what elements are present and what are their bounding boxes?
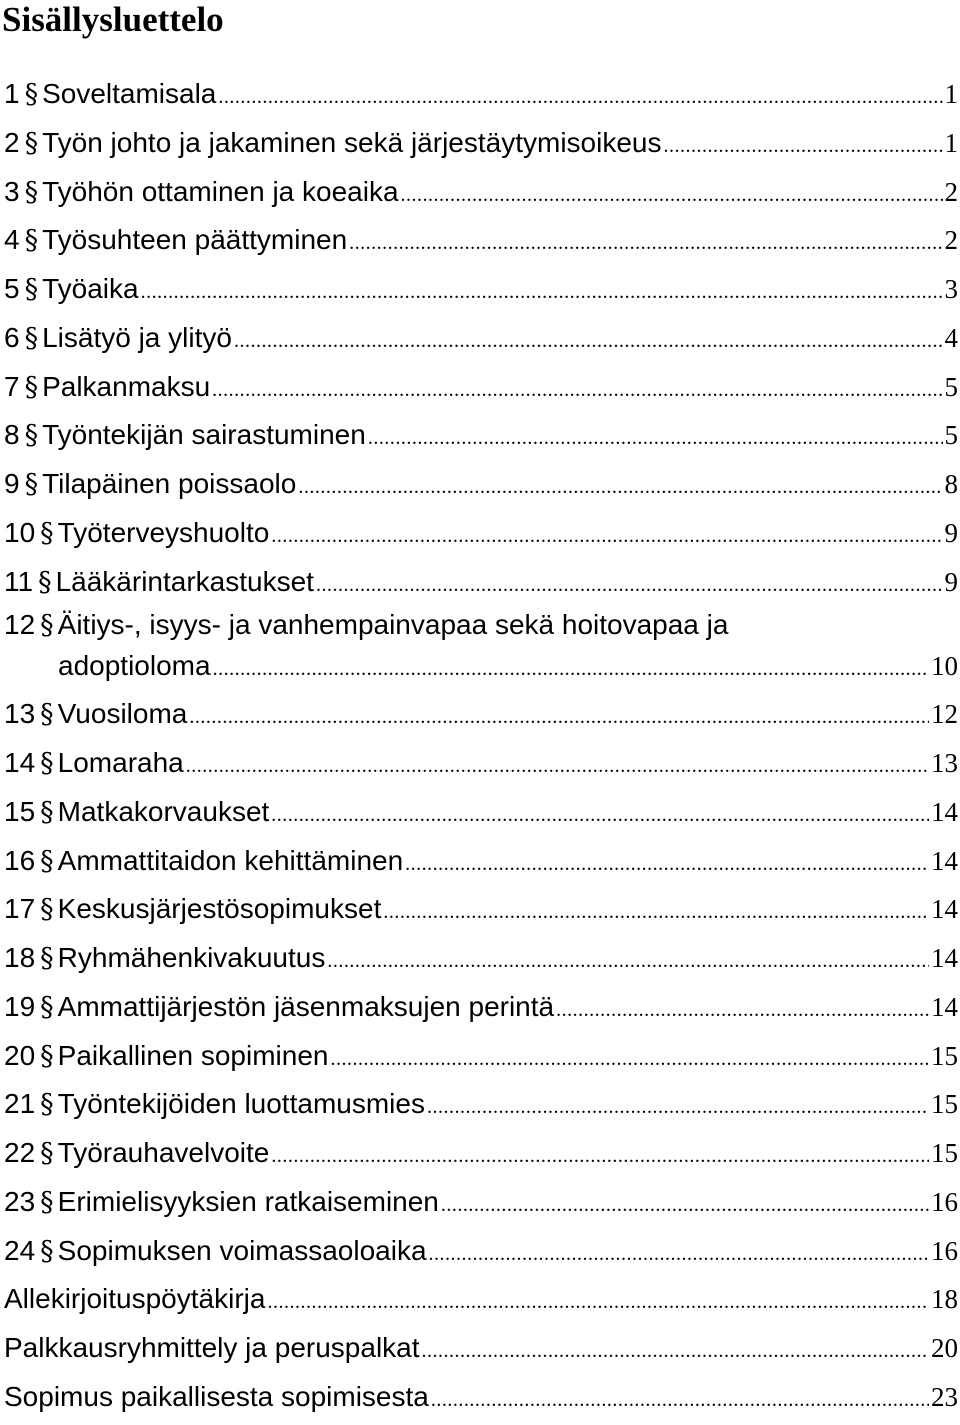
page-number: 14 [931,983,960,1032]
page-number: 10 [931,644,960,688]
section-number: 16 [4,837,35,886]
dot-leader [401,171,943,220]
page-number: 1 [945,70,960,119]
toc-entry-9[interactable] [0,460,960,509]
section-symbol: § [35,1130,58,1179]
section-title: Lisätyö ja ylityö [42,314,232,363]
section-number: 6 [4,314,20,363]
section-title: Matkakorvaukset [58,788,270,837]
section-symbol: § [35,510,58,559]
page-number: 15 [931,1080,960,1129]
toc-entry-10[interactable] [0,509,960,558]
section-title: Keskusjärjestösopimukset [58,885,382,934]
toc-entry-1[interactable] [0,70,960,119]
toc-appendix-allekirjoituspoytakirja[interactable] [0,1275,960,1324]
section-number: 7 [4,363,20,412]
section-title: Työaika [42,265,139,314]
toc-entry-13[interactable] [0,690,960,739]
toc-entry-14[interactable] [0,739,960,788]
section-number: 14 [4,739,35,788]
section-number: 5 [4,265,20,314]
page-number: 2 [945,168,960,217]
section-symbol: § [20,71,43,120]
section-title: Sopimuksen voimassaoloaika [58,1227,427,1276]
toc-entry-17[interactable] [0,885,960,934]
dot-leader [213,647,929,691]
section-symbol: § [35,935,58,984]
section-title: Työn johto ja jakaminen sekä järjestäytymisoikeus [42,119,661,168]
section-title: Erimielisyyksien ratkaiseminen [58,1178,439,1227]
toc-entry-16[interactable] [0,837,960,886]
toc-entry-19[interactable] [0,983,960,1032]
section-title: Vuosiloma [58,690,188,739]
toc-entry-2[interactable] [0,119,960,168]
toc-entry-20[interactable] [0,1032,960,1081]
section-number: 9 [4,460,20,509]
section-symbol: § [35,740,58,789]
section-number: 10 [4,509,35,558]
section-title: Tilapäinen poissaolo [42,460,296,509]
page-number: 23 [931,1373,960,1422]
toc-entry-8[interactable] [0,411,960,460]
page-number: 2 [945,216,960,265]
section-symbol: § [20,266,43,315]
section-number: 11 [4,558,33,607]
section-number: 24 [4,1227,35,1276]
toc-entry-7[interactable] [0,363,960,412]
dot-leader [298,463,942,512]
page-title: Sisällysluettelo [2,0,224,40]
page-number: 4 [945,314,960,363]
page-number: 13 [931,739,960,788]
section-title: Työsuhteen päättyminen [42,216,347,265]
dot-leader [218,73,942,122]
section-title: Työntekijöiden luottamusmies [58,1080,425,1129]
toc-entry-22[interactable] [0,1129,960,1178]
dot-leader [212,366,942,415]
toc-appendix-palkkausryhmittely[interactable] [0,1324,960,1373]
section-number: 13 [4,690,35,739]
section-symbol: § [20,217,43,266]
section-title: Lääkärintarkastukset [56,558,314,607]
appendix-title: Palkkausryhmittely ja peruspalkat [4,1324,420,1373]
section-title-continued: adoptioloma [58,644,211,688]
section-title: Työrauhavelvoite [58,1129,270,1178]
section-symbol: § [35,789,58,838]
dot-leader [189,693,929,742]
section-symbol: § [35,838,58,887]
dot-leader [271,512,942,561]
section-number: 15 [4,788,35,837]
section-number: 18 [4,934,35,983]
dot-leader [368,414,943,463]
dot-leader [267,1278,929,1327]
dot-leader [427,1083,929,1132]
page-number: 8 [945,460,960,509]
page-number: 5 [945,363,960,412]
dot-leader [349,219,942,268]
section-title: Soveltamisala [42,70,216,119]
dot-leader [234,317,943,366]
section-title: Lomaraha [58,739,184,788]
dot-leader [330,1035,929,1084]
section-title: Äitiys-, isyys- ja vanhempainvapaa sekä hoitovapaa ja [58,606,729,644]
page-number: 9 [945,509,960,558]
section-symbol: § [20,315,43,364]
page-number: 9 [945,558,960,607]
table-of-contents [0,70,960,1422]
section-title: Ammattijärjestön jäsenmaksujen perintä [58,983,554,1032]
section-number: 21 [4,1080,35,1129]
section-symbol: § [33,559,56,608]
appendix-title: Sopimus paikallisesta sopimisesta [4,1373,429,1422]
section-number: 22 [4,1129,35,1178]
page-number: 15 [931,1032,960,1081]
section-number: 19 [4,983,35,1032]
toc-entry-11[interactable] [0,558,960,607]
section-number: 2 [4,119,20,168]
page-number: 1 [945,119,960,168]
section-number: 23 [4,1178,35,1227]
toc-appendix-paikallinen-sopimus[interactable] [0,1373,960,1422]
section-symbol: § [20,120,43,169]
section-symbol: § [35,691,58,740]
dot-leader [316,561,943,610]
dot-leader [327,937,929,986]
dot-leader [271,1132,929,1181]
section-title: Paikallinen sopiminen [58,1032,329,1081]
section-number: 8 [4,411,20,460]
section-title: Työhön ottaminen ja koeaika [42,168,398,217]
section-symbol: § [35,886,58,935]
dot-leader [141,268,943,317]
section-symbol: § [20,461,43,510]
toc-entry-15[interactable] [0,788,960,837]
section-symbol: § [35,1179,58,1228]
section-title: Ryhmähenkivakuutus [58,934,326,983]
section-symbol: § [35,1033,58,1082]
section-symbol: § [20,364,43,413]
section-number: 17 [4,885,35,934]
page-number: 16 [931,1227,960,1276]
page-number: 14 [931,788,960,837]
toc-entry-6[interactable] [0,314,960,363]
section-number: 1 [4,70,20,119]
page-number: 5 [945,411,960,460]
dot-leader [405,840,929,889]
toc-entry-18[interactable] [0,934,960,983]
section-symbol: § [20,169,43,218]
dot-leader [431,1376,929,1425]
toc-entry-5[interactable] [0,265,960,314]
section-title: Työntekijän sairastuminen [42,411,366,460]
dot-leader [441,1181,929,1230]
section-number: 20 [4,1032,35,1081]
dot-leader [186,742,929,791]
page-number: 14 [931,837,960,886]
section-symbol: § [35,1081,58,1130]
toc-entry-24[interactable] [0,1227,960,1276]
section-symbol: § [35,607,58,645]
page-number: 12 [931,690,960,739]
page-number: 18 [931,1275,960,1324]
section-number: 3 [4,168,20,217]
section-title: Palkanmaksu [42,363,210,412]
toc-entry-4[interactable] [0,216,960,265]
section-symbol: § [35,1228,58,1277]
section-title: Ammattitaidon kehittäminen [58,837,404,886]
dot-leader [422,1327,929,1376]
dot-leader [383,888,929,937]
dot-leader [556,986,929,1035]
toc-entry-3[interactable] [0,168,960,217]
page-number: 15 [931,1129,960,1178]
section-number: 12 [4,606,35,644]
section-symbol: § [20,412,43,461]
page-number: 14 [931,885,960,934]
page-number: 14 [931,934,960,983]
section-number: 4 [4,216,20,265]
dot-leader [663,122,942,171]
page-number: 20 [931,1324,960,1373]
toc-entry-21[interactable] [0,1080,960,1129]
toc-entry-23[interactable] [0,1178,960,1227]
toc-entry-12[interactable] [0,606,960,690]
page-number: 3 [945,265,960,314]
appendix-title: Allekirjoituspöytäkirja [4,1275,265,1324]
dot-leader [271,791,929,840]
section-title: Työterveyshuolto [58,509,270,558]
dot-leader [429,1230,929,1279]
section-symbol: § [35,984,58,1033]
page-number: 16 [931,1178,960,1227]
